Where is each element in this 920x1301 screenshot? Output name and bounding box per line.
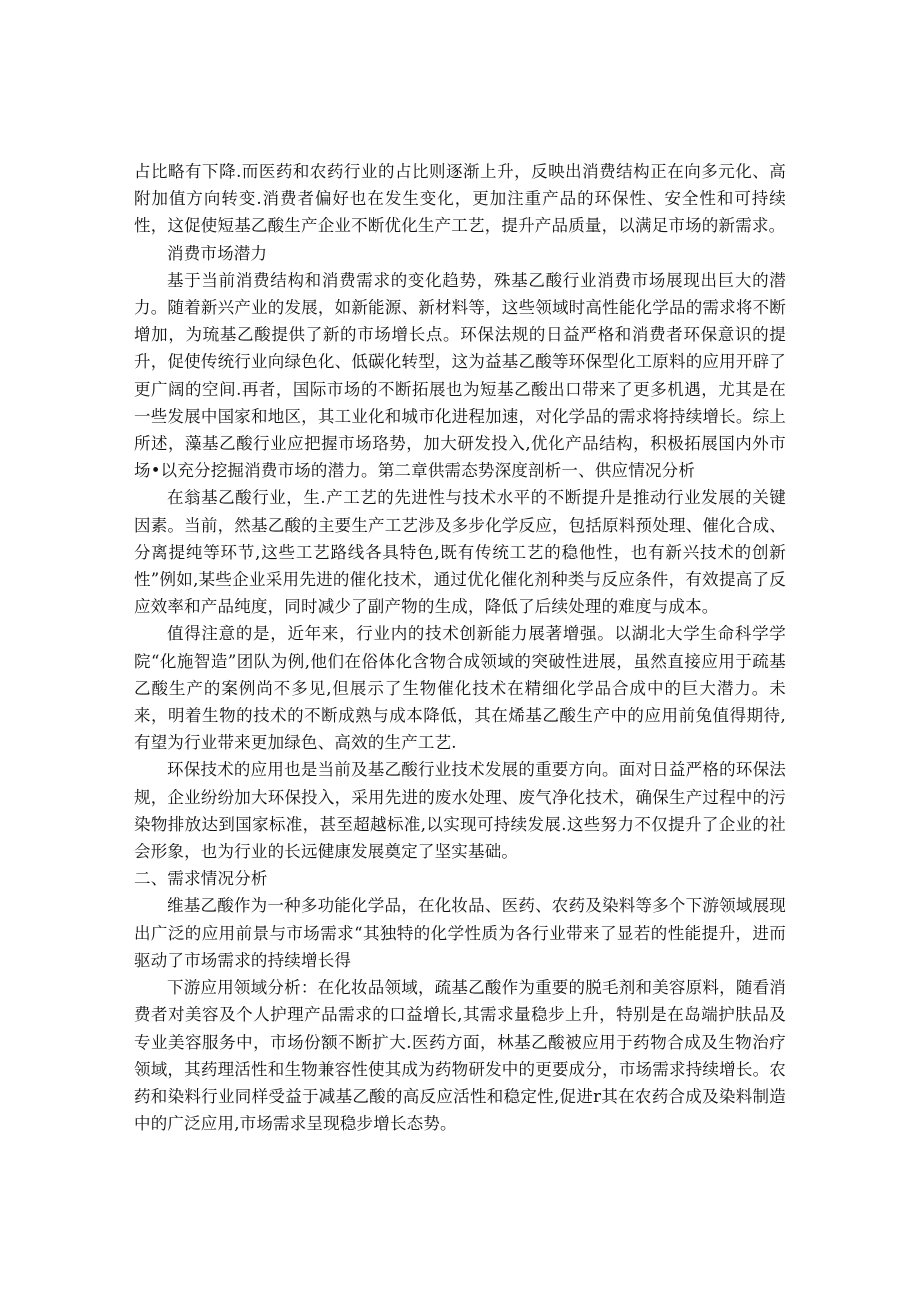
paragraph-demand-overview: 维基乙酸作为一种多功能化学品，在化妆品、医药、农药及染料等多个下游领域展现出广泛的应用前景与市场需求“其独特的化学性质为各行业带来了显若的性能提升，进而驱动了市场需求的持续增长得 [134, 896, 786, 970]
section-heading-demand-analysis: 二、需求情况分析 [134, 869, 268, 889]
paragraph-market-potential: 基于当前消费结构和消费需求的变化趋势，殊基乙酸行业消费市场展现出巨大的潜力。随着新兴产业的发展，如新能源、新材料等，这些领域时高性能化学品的需求将不断增加，为琉基乙酸提供了新的市场增长点。环保法规的日益严格和消费者环保意识的提升，促使传统行业向绿色化、低碳化转型，这为益基乙酸等环保型化工原料的应用开辟了更广阔的空间.再者，国际市场的不断拓展也为短基乙酸出口带来了更多机遇，尤其是在一些发展中国家和地区，其工业化和城市化进程加速，对化学品的需求将持续增长。综上所述，藻基乙酸行业应把握市场珞势，加大研发投入,优化产品结构，积极拓展国内外市场•以充分挖掘消费市场的潜力。第二章供需态势深度剖析一、供应情况分析 [134, 270, 786, 481]
paragraph-downstream-applications: 下游应用领域分析：在化妆品领域，疏基乙酸作为重要的脱毛剂和美容原料，随看消费者对美容及个人护理产品需求的口益增长,其需求量稳步上升，特别是在岛端护肤品及专业美容服务中，市场份额不断扩大.医药方面，林基乙酸被应用于药物合成及生物治疗领域，其药理活性和生物兼容性使其成为药物研发中的更要成分，市场需求持续增长。农药和染料行业同样受益于减基乙酸的高反应活性和稳定性,促进r其在农药合成及染料制造中的广泛应用,市场需求呈现稳步增长态势。 [134, 978, 786, 1134]
paragraph-environmental-tech: 环保技术的应用也是当前及基乙酸行业技术发展的重要方向。面对日益严格的环保法规，企业纷纷加大环保投入，采用先进的废水处理、废气净化技术，确保生产过程中的污染物排放达到国家标准，甚至超越标准,以实现可持续发展.这些努力不仅提升了企业的社会形象，也为行业的长远健康发展奠定了坚实基础。 [134, 760, 786, 862]
paragraph-technical-innovation: 值得注意的是，近年来，行业内的技术创新能力展著增强。以湖北大学生命科学学院“化施智造”团队为例,他们在俗体化含物合成领域的突破性进展，虽然直接应用于疏基乙酸生产的案例尚不多见,但展示了生物催化技术在精细化学品合成中的巨大潜力。未来，明着生物的技术的不断成熟与成本降低，其在烯基乙酸生产中的应用前兔值得期待,有望为行业带来更加绿色、高效的生产工艺. [134, 624, 786, 753]
section-heading-market-potential: 消费市场潜力 [167, 243, 268, 263]
paragraph-consumption-structure: 占比略有下降.而医药和农药行业的占比则逐渐上升，反映出消费结构正在向多元化、高附加值方向转变.消费者偏好也在发生变化，更加注重产品的环保性、安全性和可持续性，这促使短基乙酸生产企业不断优化生产工艺，提升产品质量，以满足市场的新需求。 [134, 162, 786, 236]
paragraph-production-process: 在翁基乙酸行业，生.产工艺的先进性与技术水平的不断提升是推动行业发展的关键因素。当前，然基乙酸的主要生产工艺涉及多步化学反应，包括原料预处理、催化合成、分离提纯等环节,这些工艺路线各具特色,既有传统工艺的稳他性，也有新兴技术的创新性”例如,某些企业采用先进的催化技术，通过优化催化剂种类与反应条件，有效提高了反应效率和产品纯度，同时减少了副产物的生成，降低了后续处理的难度与成本。 [134, 488, 786, 617]
document-body [134, 158, 786, 1137]
